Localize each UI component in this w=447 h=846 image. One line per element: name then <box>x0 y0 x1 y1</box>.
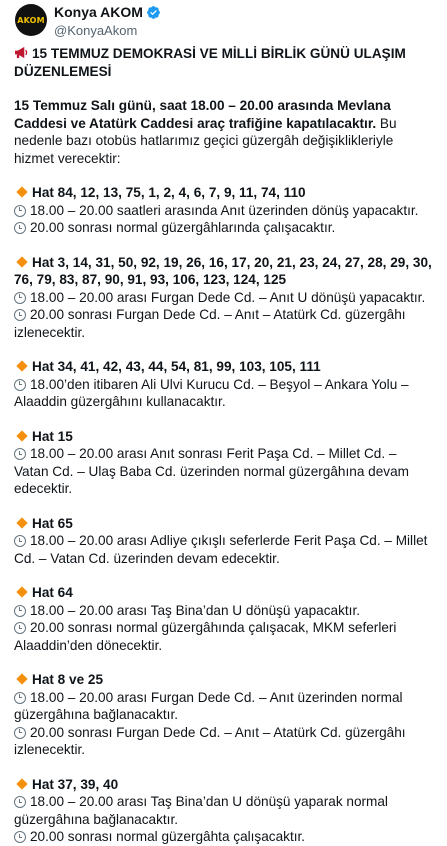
post-intro <box>14 97 433 167</box>
route-detail-line <box>14 619 433 654</box>
clock-icon <box>14 535 26 547</box>
clock-icon <box>14 692 26 704</box>
clock-icon <box>14 379 26 391</box>
orange-diamond-icon <box>16 586 27 597</box>
route-section <box>14 515 433 568</box>
route-heading-text: Hat 8 ve 25 <box>32 672 104 687</box>
route-detail-line <box>14 376 433 411</box>
clock-icon <box>14 727 26 739</box>
route-section <box>14 428 433 498</box>
orange-diamond-icon <box>16 673 27 684</box>
post-title-text: 15 TEMMUZ DEMOKRASİ VE MİLLİ BİRLİK GÜNÜ ULAŞIM DÜZENLEMESİ <box>14 46 406 79</box>
route-heading-text: Hat 84, 12, 13, 75, 1, 2, 4, 6, 7, 9, 11, 74, 110 <box>32 185 306 200</box>
route-detail-line <box>14 289 433 307</box>
clock-icon <box>14 205 26 217</box>
route-detail-line <box>14 445 433 498</box>
route-heading <box>14 515 433 533</box>
route-detail-line <box>14 532 433 567</box>
route-sections <box>14 184 433 846</box>
route-detail-line <box>14 219 433 237</box>
route-detail-text: 18.00 – 20.00 arası Adliye çıkışlı seferlerde Ferit Paşa Cd. – Millet Cd. – Vatan Cd. üzerinden devam edecektir. <box>14 533 428 566</box>
route-section <box>14 184 433 237</box>
clock-icon <box>14 796 26 808</box>
route-detail-text: 20.00 sonrası Furgan Dede Cd. – Anıt – Atatürk Cd. güzergâhı izlenecektir. <box>14 724 406 757</box>
route-heading <box>14 776 433 794</box>
post-header <box>0 0 447 44</box>
route-heading-text: Hat 37, 39, 40 <box>32 776 119 792</box>
route-section <box>14 584 433 654</box>
clock-icon <box>14 309 26 321</box>
orange-diamond-icon <box>16 256 27 267</box>
name-row <box>54 4 161 20</box>
avatar[interactable]: AKOM <box>15 4 47 36</box>
post-title <box>14 45 433 80</box>
route-detail-line <box>14 202 433 220</box>
route-detail-line <box>14 306 433 341</box>
route-section <box>14 776 433 846</box>
clock-icon <box>14 622 26 634</box>
orange-diamond-icon <box>16 430 27 441</box>
orange-diamond-icon <box>16 778 27 789</box>
clock-icon <box>14 605 26 617</box>
intro-rest: Bu nedenle bazı otobüs hatlarımız geçici güzergâh değişiklikleriyle hizmet verecektir: <box>14 115 397 166</box>
clock-icon <box>14 448 26 460</box>
route-heading <box>14 358 433 376</box>
route-detail-line <box>14 793 433 828</box>
route-heading <box>14 584 433 602</box>
route-detail-line <box>14 724 433 759</box>
clock-icon <box>14 831 26 843</box>
route-section <box>14 254 433 342</box>
route-section <box>14 358 433 411</box>
route-heading-text: Hat 15 <box>32 428 73 444</box>
route-detail-line <box>14 602 433 620</box>
orange-diamond-icon <box>16 517 27 528</box>
route-detail-text: 20.00 sonrası normal güzergâhlarında çalışacaktır. <box>30 220 336 235</box>
clock-icon <box>14 292 26 304</box>
route-heading <box>14 671 433 689</box>
clock-icon <box>14 222 26 234</box>
route-detail-text: 18.00 – 20.00 arası Anıt sonrası Ferit Paşa Cd. – Millet Cd. – Vatan Cd. – Ulaş Baba Cd. üzerinden normal güzergâhına devam edecektir. <box>14 446 409 496</box>
route-detail-text: 18.00 – 20.00 arası Furgan Dede Cd. – Anıt U dönüşü yapacaktır. <box>30 289 426 305</box>
route-detail-text: 20.00 sonrası normal güzergâhta çalışacaktır. <box>30 829 306 844</box>
post-body <box>0 45 447 846</box>
megaphone-icon <box>14 45 32 63</box>
route-detail-text: 18.00 – 20.00 arası Taş Bina’dan U dönüşü yaparak normal güzergâhına bağlanacaktır. <box>14 794 388 827</box>
route-heading <box>14 184 433 202</box>
route-detail-text: 18.00 – 20.00 arası Taş Bina’dan U dönüşü yapacaktır. <box>30 602 360 618</box>
route-detail-text: 18.00 – 20.00 arası Furgan Dede Cd. – Anıt üzerinden normal güzergâhına bağlanacaktır. <box>14 689 403 722</box>
route-detail-text: 20.00 sonrası normal güzergâhında çalışacak, MKM seferleri Alaaddin’den dönecektir. <box>14 620 397 653</box>
route-section <box>14 671 433 759</box>
orange-diamond-icon <box>16 360 27 371</box>
route-detail-text: 18.00 – 20.00 saatleri arasında Anıt üzerinden dönüş yapacaktır. <box>30 202 419 218</box>
route-detail-line <box>14 689 433 724</box>
route-heading <box>14 254 433 289</box>
orange-diamond-icon <box>16 186 27 197</box>
route-heading-text: Hat 3, 14, 31, 50, 92, 19, 26, 16, 17, 20, 21, 23, 24, 27, 28, 29, 30, 76, 79, 83, 87, 90, 91, 93, 106, 123, 124, 125 <box>14 254 432 287</box>
account-name[interactable]: Konya AKOM <box>54 4 143 20</box>
route-detail-text: 20.00 sonrası Furgan Dede Cd. – Anıt – Atatürk Cd. güzergâhı izlenecektir. <box>14 307 406 340</box>
route-detail-text: 18.00’den itibaren Ali Ulvi Kurucu Cd. – Beşyol – Ankara Yolu – Alaaddin güzergâhını kullanacaktır. <box>14 376 409 409</box>
account-handle[interactable]: @KonyaAkom <box>54 23 138 38</box>
route-heading-text: Hat 65 <box>32 515 73 531</box>
route-heading-text: Hat 64 <box>32 585 73 600</box>
route-detail-line <box>14 828 433 846</box>
verified-badge-icon <box>146 5 161 20</box>
route-heading-text: Hat 34, 41, 42, 43, 44, 54, 81, 99, 103, 105, 111 <box>32 359 321 374</box>
route-heading <box>14 428 433 446</box>
intro-bold: 15 Temmuz Salı günü, saat 18.00 – 20.00 arasında Mevlana Caddesi ve Atatürk Caddesi araç trafiğine kapatılacaktır. <box>14 98 391 131</box>
